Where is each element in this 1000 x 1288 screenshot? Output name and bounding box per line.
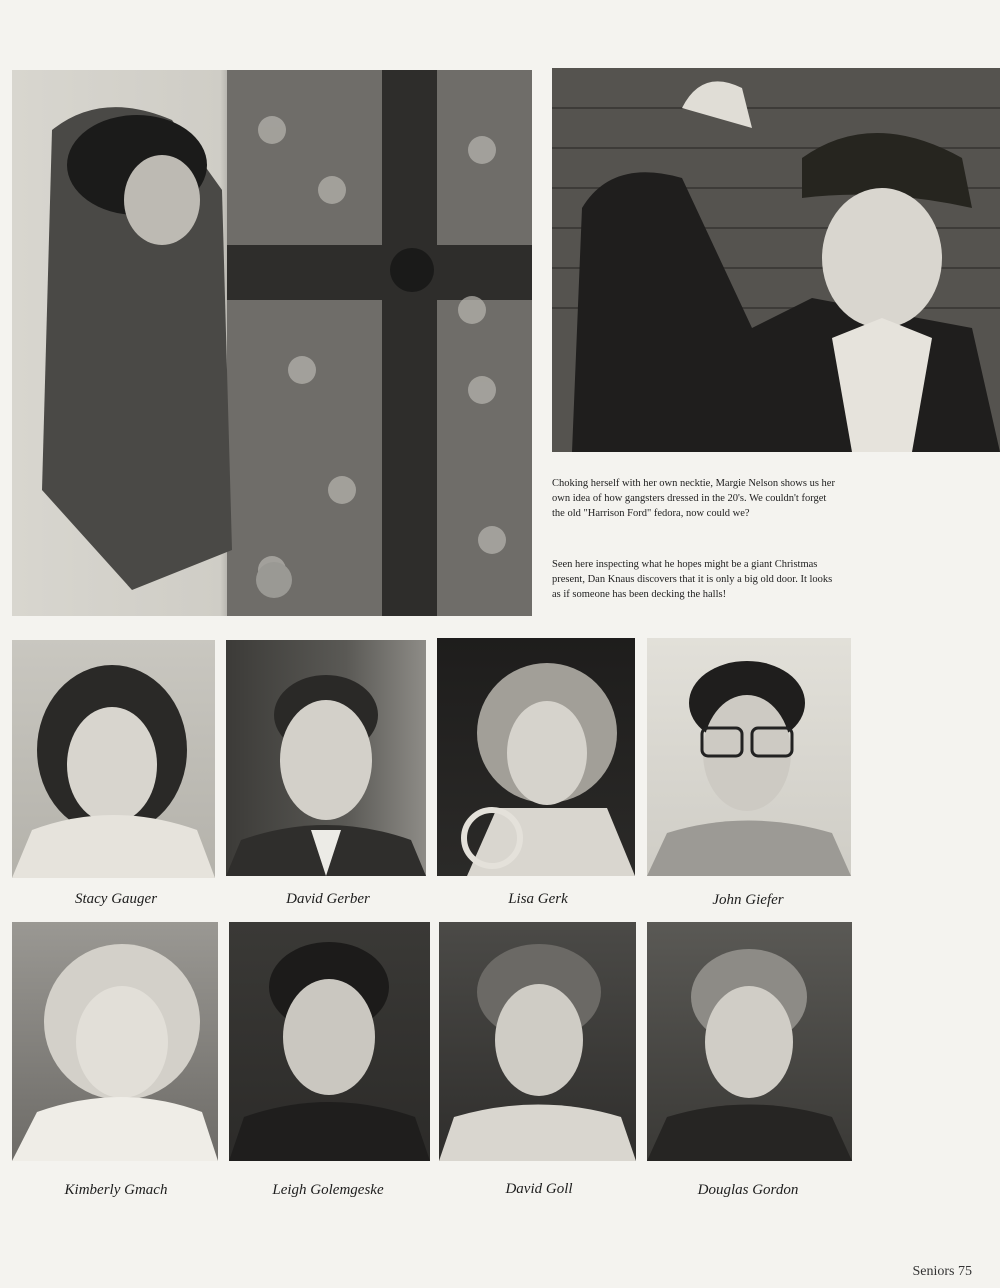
name-lisa-gerk: Lisa Gerk: [508, 891, 568, 907]
portrait-2-figure: [226, 640, 426, 876]
portrait-6-figure: [229, 922, 430, 1161]
portrait-7-figure: [439, 922, 636, 1161]
gift-door-illustration: [12, 70, 532, 616]
portrait-4-figure: [647, 638, 851, 876]
portrait-3-figure: [437, 638, 635, 876]
folio-page-number: 75: [958, 1264, 972, 1279]
portrait-1-figure: [12, 640, 215, 878]
folio-section: Seniors: [912, 1264, 955, 1279]
portrait-stacy-gauger: [12, 640, 215, 878]
name-john-giefer: John Giefer: [712, 892, 784, 908]
portrait-kimberly-gmach: [12, 922, 218, 1161]
name-leigh-golemgeske: Leigh Golemgeske: [272, 1182, 384, 1198]
portrait-john-giefer: [647, 638, 851, 876]
portrait-lisa-gerk: [437, 638, 635, 876]
portrait-8-figure: [647, 922, 852, 1161]
name-stacy-gauger: Stacy Gauger: [74, 891, 158, 907]
caption-dan-knaus: Seen here inspecting what he hopes might be a giant Christmas present, Dan Knaus discovers that it is only a big old door. It looks as if someone has been decking the halls!: [552, 559, 833, 601]
portrait-douglas-gordon: [647, 922, 852, 1161]
photo-margie-fedora: [552, 68, 1000, 452]
portrait-david-gerber: [226, 640, 426, 876]
fedora-illustration: [552, 68, 1000, 452]
portrait-leigh-golemgeske: [229, 922, 430, 1161]
portrait-5-figure: [12, 922, 218, 1161]
name-david-goll: David Goll: [505, 1181, 573, 1197]
photo-gift-wrapped-door: [12, 70, 532, 616]
caption-margie-nelson: Choking herself with her own necktie, Margie Nelson shows us her own idea of how gangsters dressed in the 20's. We couldn't forget the old "Harrison Ford" fedora, now could we?: [552, 478, 835, 520]
name-douglas-gordon: Douglas Gordon: [697, 1182, 799, 1198]
name-kimberly-gmach: Kimberly Gmach: [64, 1182, 168, 1198]
portrait-david-goll: [439, 922, 636, 1161]
name-david-gerber: David Gerber: [286, 891, 370, 907]
page-folio: [913, 1264, 973, 1280]
